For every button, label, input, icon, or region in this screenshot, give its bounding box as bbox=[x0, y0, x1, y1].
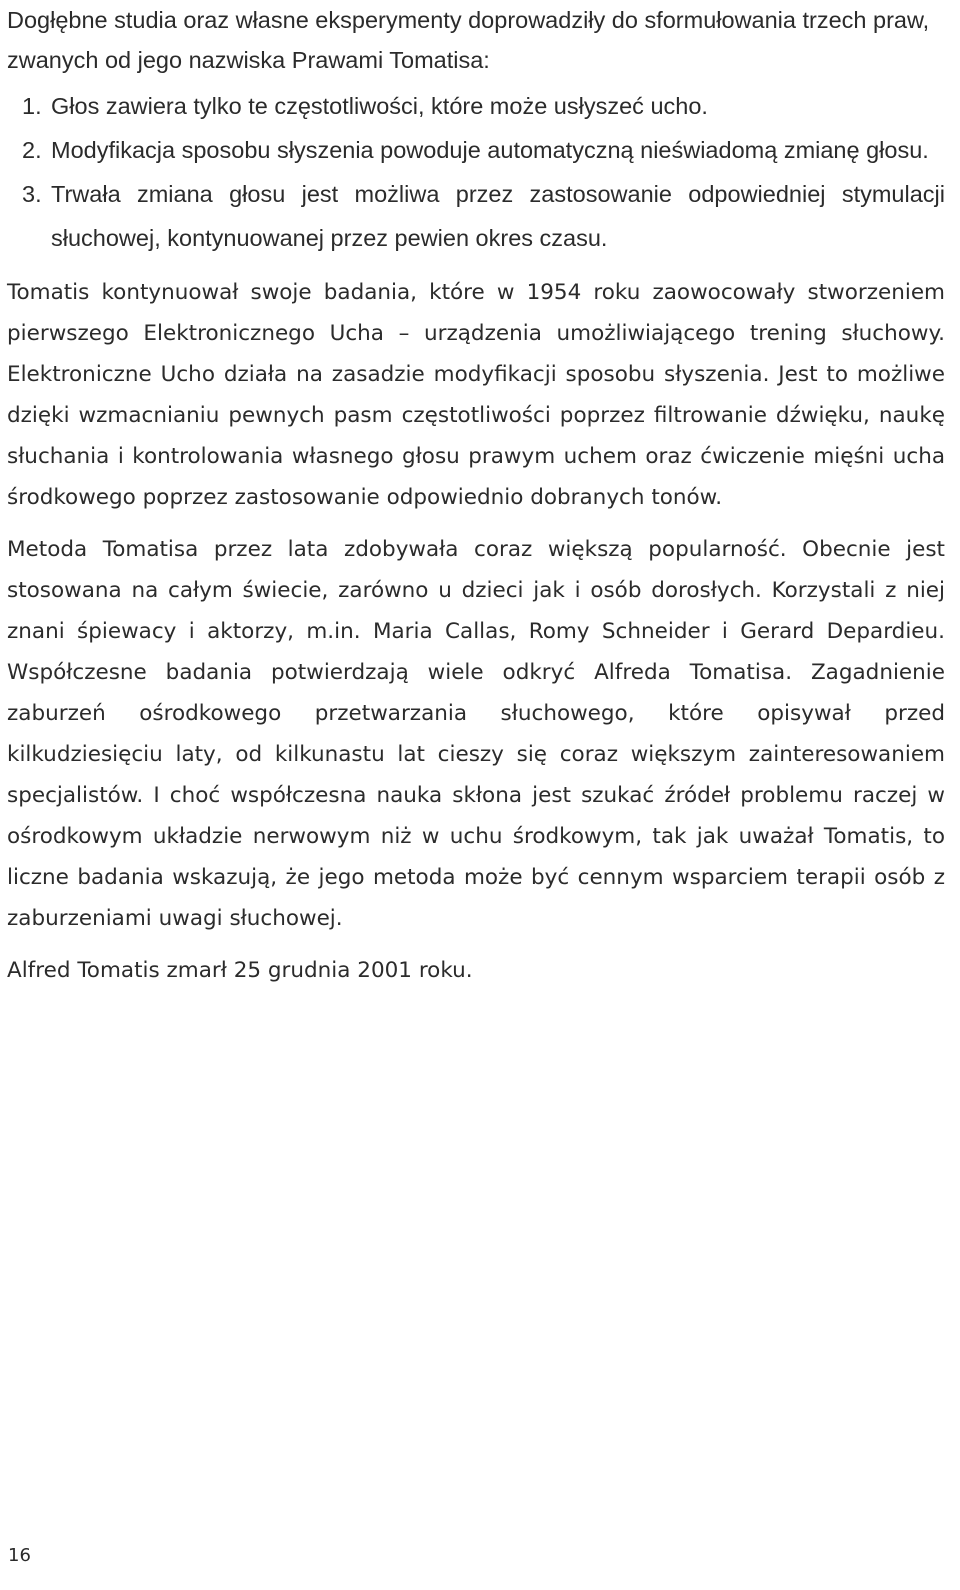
page-number: 16 bbox=[8, 1545, 31, 1566]
paragraph-method-popularity: Metoda Tomatisa przez lata zdobywała coraz większą popularność. Obecnie jest stosowana na całym świecie, zarówno u dzieci jak i osób dorosłych. Korzystali z niej znani śpiewacy i aktorzy, m.in. Maria Callas, Romy Schneider i Gerard Depardieu. Współczesne badania potwierdzają wiele odkryć Alfreda Tomatisa. Zagadnienie zaburzeń ośrodkowego przetwarzania słuchowego, które opisywał przed kilkudziesięciu laty, od kilkunastu lat cieszy się coraz większym zainteresowaniem specjalistów. I choć współczesna nauka skłona jest szukać źródeł problemu raczej w ośrodkowym układzie nerwowym niż w uchu środkowym, tak jak uważał Tomatis, to liczne badania wskazują, że jego metoda może być cennym wsparciem terapii osób z zaburzeniami uwagi słuchowej. bbox=[7, 537, 945, 931]
law-text: Głos zawiera tylko te częstotliwości, które może usłyszeć ucho. bbox=[51, 93, 708, 119]
law-number: 1. bbox=[22, 93, 42, 119]
law-number: 2. bbox=[22, 137, 42, 163]
law-number: 3. bbox=[22, 181, 42, 207]
tomatis-laws-list bbox=[7, 84, 945, 260]
law-item-3 bbox=[22, 172, 945, 260]
intro-paragraph: Dogłębne studia oraz własne eksperymenty doprowadziły do sformułowania trzech praw, zwanych od jego nazwiska Prawami Tomatisa: bbox=[7, 7, 930, 73]
paragraph-death: Alfred Tomatis zmarł 25 grudnia 2001 roku. bbox=[7, 958, 473, 983]
law-item-1 bbox=[22, 84, 945, 128]
law-text: Trwała zmiana głosu jest możliwa przez zastosowanie odpowiedniej stymulacji słuchowej, kontynuowanej przez pewien okres czasu. bbox=[51, 181, 945, 251]
law-text: Modyfikacja sposobu słyszenia powoduje automatyczną nieświadomą zmianę głosu. bbox=[51, 137, 929, 163]
paragraph-electronic-ear: Tomatis kontynuował swoje badania, które w 1954 roku zaowocowały stworzeniem pierwszego Elektronicznego Ucha – urządzenia umożliwiającego trening słuchowy. Elektroniczne Ucho działa na zasadzie modyfikacji sposobu słyszenia. Jest to możliwe dzięki wzmacnianiu pewnych pasm częstotliwości poprzez filtrowanie dźwięku, naukę słuchania i kontrolowania własnego głosu prawym uchem oraz ćwiczenie mięśni ucha środkowego poprzez zastosowanie odpowiednio dobranych tonów. bbox=[7, 280, 945, 510]
law-item-2 bbox=[22, 128, 945, 172]
document-page bbox=[7, 0, 945, 991]
